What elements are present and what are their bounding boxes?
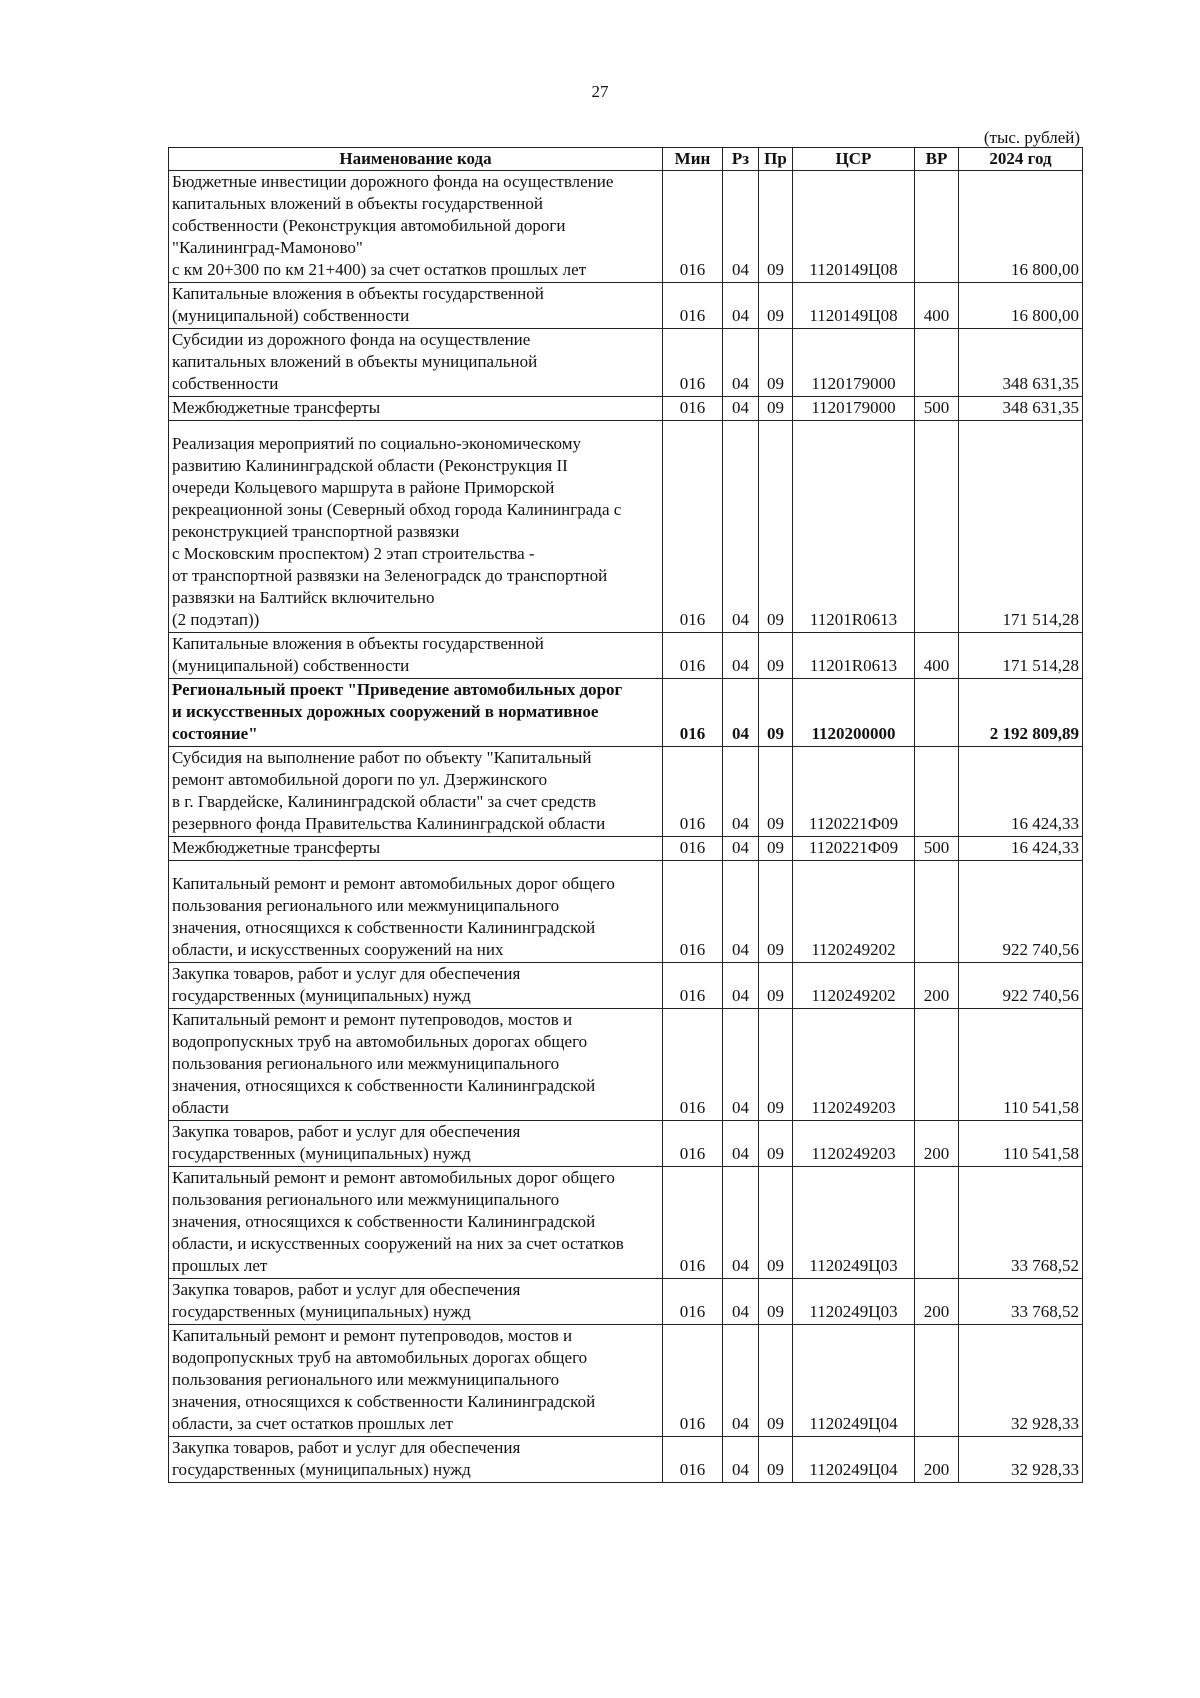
- cell-pr: 09: [759, 963, 793, 1009]
- table-row: [169, 837, 1083, 861]
- table-row: [169, 747, 1083, 837]
- cell-pr: 09: [759, 1325, 793, 1437]
- cell-name: Региональный проект "Приведение автомобильных дорог и искусственных дорожных сооружений в нормативное состояние": [169, 679, 663, 747]
- cell-rz: 04: [723, 1325, 759, 1437]
- cell-vr: 200: [915, 963, 959, 1009]
- table-row: [169, 421, 1083, 633]
- cell-name: Капитальные вложения в объекты государственной (муниципальной) собственности: [169, 633, 663, 679]
- cell-csr: 1120221Ф09: [793, 747, 915, 837]
- cell-min: 016: [663, 1121, 723, 1167]
- cell-csr: 1120149Ц08: [793, 283, 915, 329]
- table-row: [169, 633, 1083, 679]
- cell-csr: 1120179000: [793, 397, 915, 421]
- cell-vr: [915, 861, 959, 963]
- cell-csr: 1120249202: [793, 963, 915, 1009]
- cell-name: Закупка товаров, работ и услуг для обеспечения государственных (муниципальных) нужд: [169, 1437, 663, 1483]
- cell-rz: 04: [723, 1009, 759, 1121]
- cell-pr: 09: [759, 747, 793, 837]
- cell-vr: [915, 679, 959, 747]
- cell-vr: 200: [915, 1121, 959, 1167]
- cell-rz: 04: [723, 963, 759, 1009]
- cell-amount: 922 740,56: [959, 861, 1083, 963]
- table-row: [169, 1437, 1083, 1483]
- cell-rz: 04: [723, 1437, 759, 1483]
- cell-pr: 09: [759, 1437, 793, 1483]
- cell-rz: 04: [723, 329, 759, 397]
- cell-pr: 09: [759, 679, 793, 747]
- table-body: [169, 171, 1083, 1483]
- table-row: [169, 1325, 1083, 1437]
- cell-amount: 16 800,00: [959, 171, 1083, 283]
- cell-amount: 32 928,33: [959, 1325, 1083, 1437]
- cell-vr: [915, 1167, 959, 1279]
- cell-name: Субсидии из дорожного фонда на осуществление капитальных вложений в объекты муниципальной собственности: [169, 329, 663, 397]
- cell-csr: 1120249202: [793, 861, 915, 963]
- table-row: [169, 397, 1083, 421]
- cell-amount: 110 541,58: [959, 1009, 1083, 1121]
- header-rz: Рз: [723, 148, 759, 171]
- cell-min: 016: [663, 1279, 723, 1325]
- cell-amount: 32 928,33: [959, 1437, 1083, 1483]
- cell-pr: 09: [759, 421, 793, 633]
- cell-name: Капитальный ремонт и ремонт автомобильных дорог общего пользования регионального или межмуниципального значения, относящихся к собственности Калининградской области, и искусственных сооружений на них за счет остатков прошлых лет: [169, 1167, 663, 1279]
- table-row: [169, 861, 1083, 963]
- cell-rz: 04: [723, 747, 759, 837]
- cell-vr: [915, 171, 959, 283]
- table-row: [169, 329, 1083, 397]
- cell-name: Закупка товаров, работ и услуг для обеспечения государственных (муниципальных) нужд: [169, 1121, 663, 1167]
- cell-amount: 171 514,28: [959, 421, 1083, 633]
- cell-pr: 09: [759, 837, 793, 861]
- cell-name: Капитальный ремонт и ремонт автомобильных дорог общего пользования регионального или межмуниципального значения, относящихся к собственности Калининградской области, и искусственных сооружений на них: [169, 861, 663, 963]
- cell-csr: 1120249203: [793, 1121, 915, 1167]
- header-min: Мин: [663, 148, 723, 171]
- cell-min: 016: [663, 679, 723, 747]
- cell-vr: [915, 1009, 959, 1121]
- cell-rz: 04: [723, 837, 759, 861]
- cell-name: Закупка товаров, работ и услуг для обеспечения государственных (муниципальных) нужд: [169, 963, 663, 1009]
- cell-pr: 09: [759, 1167, 793, 1279]
- cell-min: 016: [663, 837, 723, 861]
- cell-amount: 16 424,33: [959, 747, 1083, 837]
- header-year: 2024 год: [959, 148, 1083, 171]
- cell-rz: 04: [723, 1167, 759, 1279]
- cell-min: 016: [663, 171, 723, 283]
- cell-pr: 09: [759, 1121, 793, 1167]
- table-row-section: [169, 679, 1083, 747]
- cell-amount: 171 514,28: [959, 633, 1083, 679]
- cell-amount: 922 740,56: [959, 963, 1083, 1009]
- header-vr: ВР: [915, 148, 959, 171]
- cell-min: 016: [663, 633, 723, 679]
- cell-rz: 04: [723, 1279, 759, 1325]
- cell-csr: 1120221Ф09: [793, 837, 915, 861]
- cell-rz: 04: [723, 679, 759, 747]
- cell-rz: 04: [723, 397, 759, 421]
- table-header-row: [169, 148, 1083, 171]
- table-row: [169, 171, 1083, 283]
- cell-vr: [915, 421, 959, 633]
- cell-csr: 1120249Ц03: [793, 1279, 915, 1325]
- cell-min: 016: [663, 1325, 723, 1437]
- cell-amount: 16 800,00: [959, 283, 1083, 329]
- header-pr: Пр: [759, 148, 793, 171]
- cell-vr: 400: [915, 633, 959, 679]
- cell-vr: 400: [915, 283, 959, 329]
- cell-rz: 04: [723, 421, 759, 633]
- cell-csr: 1120179000: [793, 329, 915, 397]
- cell-rz: 04: [723, 1121, 759, 1167]
- cell-min: 016: [663, 963, 723, 1009]
- cell-pr: 09: [759, 861, 793, 963]
- cell-pr: 09: [759, 171, 793, 283]
- cell-name: Реализация мероприятий по социально-экономическому развитию Калининградской области (Реконструкция II очереди Кольцевого маршрута в районе Приморской рекреационной зоны (Северный обход города Калининграда с реконструкцией транспортной развязки с Московским проспектом) 2 этап строительства - от транспортной развязки на Зеленоградск до транспортной развязки на Балтийск включительно (2 подэтап)): [169, 421, 663, 633]
- cell-vr: [915, 1325, 959, 1437]
- cell-name: Субсидия на выполнение работ по объекту "Капитальный ремонт автомобильной дороги по ул. Дзержинского в г. Гвардейске, Калининградской области" за счет средств резервного фонда Правительства Калининградской области: [169, 747, 663, 837]
- header-csr: ЦСР: [793, 148, 915, 171]
- cell-rz: 04: [723, 861, 759, 963]
- cell-rz: 04: [723, 171, 759, 283]
- cell-min: 016: [663, 421, 723, 633]
- cell-vr: [915, 329, 959, 397]
- cell-pr: 09: [759, 1009, 793, 1121]
- cell-amount: 2 192 809,89: [959, 679, 1083, 747]
- table-row: [169, 1167, 1083, 1279]
- table-row: [169, 283, 1083, 329]
- cell-pr: 09: [759, 329, 793, 397]
- cell-rz: 04: [723, 633, 759, 679]
- cell-csr: 1120249203: [793, 1009, 915, 1121]
- cell-vr: 500: [915, 837, 959, 861]
- cell-name: Межбюджетные трансферты: [169, 397, 663, 421]
- cell-pr: 09: [759, 1279, 793, 1325]
- cell-amount: 33 768,52: [959, 1167, 1083, 1279]
- table-row: [169, 1121, 1083, 1167]
- cell-amount: 16 424,33: [959, 837, 1083, 861]
- table-row: [169, 1009, 1083, 1121]
- header-name: Наименование кода: [169, 148, 663, 171]
- cell-amount: 348 631,35: [959, 397, 1083, 421]
- cell-amount: 348 631,35: [959, 329, 1083, 397]
- cell-csr: 11201R0613: [793, 421, 915, 633]
- cell-min: 016: [663, 283, 723, 329]
- cell-csr: 1120149Ц08: [793, 171, 915, 283]
- table-row: [169, 1279, 1083, 1325]
- cell-name: Закупка товаров, работ и услуг для обеспечения государственных (муниципальных) нужд: [169, 1279, 663, 1325]
- cell-csr: 1120249Ц04: [793, 1325, 915, 1437]
- cell-name: Капитальный ремонт и ремонт путепроводов, мостов и водопропускных труб на автомобильных дорогах общего пользования регионального или межмуниципального значения, относящихся к собственности Калининградской области, за счет остатков прошлых лет: [169, 1325, 663, 1437]
- cell-min: 016: [663, 397, 723, 421]
- cell-csr: 1120200000: [793, 679, 915, 747]
- units-label: (тыс. рублей): [983, 128, 1080, 147]
- cell-pr: 09: [759, 397, 793, 421]
- cell-min: 016: [663, 1009, 723, 1121]
- cell-vr: 200: [915, 1279, 959, 1325]
- cell-csr: 1120249Ц03: [793, 1167, 915, 1279]
- page-number: 27: [591, 82, 609, 101]
- cell-name: Бюджетные инвестиции дорожного фонда на осуществление капитальных вложений в объекты государственной собственности (Реконструкция автомобильной дороги "Калининград-Мамоново" с км 20+300 по км 21+400) за счет остатков прошлых лет: [169, 171, 663, 283]
- cell-min: 016: [663, 1167, 723, 1279]
- cell-csr: 11201R0613: [793, 633, 915, 679]
- cell-min: 016: [663, 747, 723, 837]
- cell-name: Межбюджетные трансферты: [169, 837, 663, 861]
- cell-min: 016: [663, 861, 723, 963]
- cell-pr: 09: [759, 633, 793, 679]
- cell-min: 016: [663, 1437, 723, 1483]
- cell-min: 016: [663, 329, 723, 397]
- cell-amount: 110 541,58: [959, 1121, 1083, 1167]
- cell-vr: [915, 747, 959, 837]
- cell-name: Капитальный ремонт и ремонт путепроводов, мостов и водопропускных труб на автомобильных дорогах общего пользования регионального или межмуниципального значения, относящихся к собственности Калининградской области: [169, 1009, 663, 1121]
- cell-amount: 33 768,52: [959, 1279, 1083, 1325]
- cell-vr: 200: [915, 1437, 959, 1483]
- cell-name: Капитальные вложения в объекты государственной (муниципальной) собственности: [169, 283, 663, 329]
- cell-pr: 09: [759, 283, 793, 329]
- cell-vr: 500: [915, 397, 959, 421]
- table-row: [169, 963, 1083, 1009]
- cell-rz: 04: [723, 283, 759, 329]
- budget-table: [168, 147, 1083, 1483]
- cell-csr: 1120249Ц04: [793, 1437, 915, 1483]
